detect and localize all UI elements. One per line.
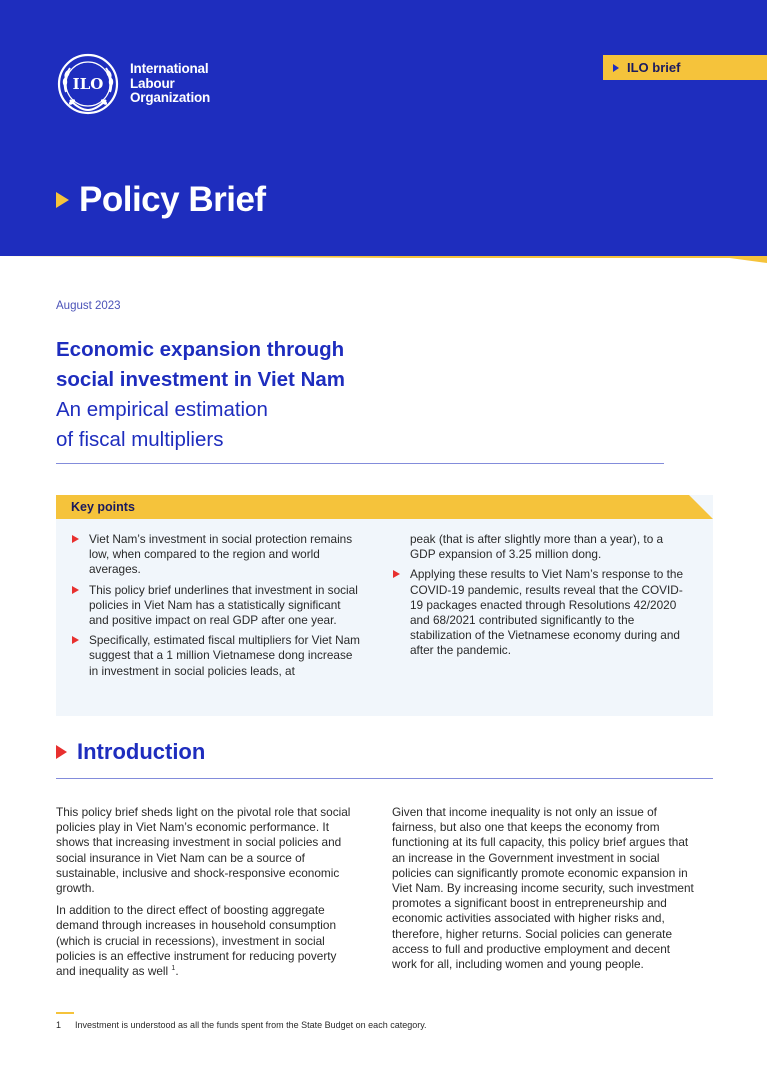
triangle-bullet-icon (56, 745, 67, 759)
key-points-header (56, 495, 713, 519)
ilo-logo[interactable] (56, 52, 210, 116)
document-title: Economic expansion through social investment in Viet Nam An empirical estimation of fiscal multipliers (56, 338, 346, 451)
intro-right-column (392, 805, 694, 979)
intro-left-column (56, 805, 356, 986)
footnote-ref[interactable]: 1 (171, 965, 176, 973)
section-divider (56, 778, 713, 779)
header-banner (0, 0, 767, 256)
paragraph: Given that income inequality is not only an issue of fairness, but also one that keeps the economy from functioning at its full capacity, this policy brief argues that an increase in the Government investment in social policies can significantly promote economic expansion in Viet Nam. By increasing income security, such investment promotes a significant boost in entrepreneurship and economic activities associated with higher risks and, therefore, higher returns. Social policies can generate access to full and productive employment and decent work for all, including women and young people. (392, 805, 694, 972)
triangle-bullet-icon (613, 64, 619, 72)
list-item: Viet Nam’s investment in social protection remains low, when compared to the region and world averages. (72, 532, 362, 578)
paragraph: This policy brief sheds light on the pivotal role that social policies play in Viet Nam’s economic performance. It shows that increasing investment in social policies and social insurance in Viet Nam can be a source of sustainable, inclusive and shock-responsive economic growth. (56, 805, 351, 896)
ilo-emblem-icon (56, 52, 120, 116)
org-name: International Labour Organization (130, 61, 211, 106)
svg-text:ILO: ILO (72, 75, 104, 93)
paragraph: In addition to the direct effect of boosting aggregate demand through increases in household consumption (which is crucial in recessions), investment in social policies is an effective instrument for reducing poverty and inequality as well $^1$. (56, 903, 337, 979)
triangle-bullet-icon (56, 192, 69, 208)
footnote-number: 1 (56, 1020, 62, 1030)
list-item: Specifically, estimated fiscal multipliers for Viet Nam suggest that a 1 million Vietnamese dong increase in investment in social policies leads, at (72, 633, 362, 679)
list-item: Applying these results to Viet Nam’s response to the COVID-19 pandemic, results reveal that the COVID-19 packages enacted through Resolutions 42/2020 and 68/2021 contributed significantly to the stabilization of the Vietnamese economy during and after the pandemic. (393, 567, 683, 658)
list-item: This policy brief underlines that investment in social policies in Viet Nam has a statistically significant and positive impact on real GDP after one year. (72, 583, 362, 629)
list-item-continuation: peak (that is after slightly more than a year), to a GDP expansion of 3.25 million dong. (410, 532, 664, 562)
footnote-divider (56, 1012, 74, 1014)
key-points-left-column (72, 532, 362, 684)
footnote-text: Investment is understood as all the funds spent from the State Budget on each category. (75, 1020, 427, 1030)
footnote (56, 1020, 427, 1030)
key-points-right-column (393, 532, 683, 664)
section-heading-introduction: Introduction (56, 739, 205, 765)
header-accent-stripe (0, 254, 767, 264)
title-divider (56, 463, 664, 464)
triangle-bullet-icon (72, 535, 79, 543)
key-points-box (56, 495, 713, 716)
triangle-bullet-icon (393, 570, 400, 578)
triangle-bullet-icon (72, 586, 79, 594)
key-points-heading: Key points (71, 500, 135, 514)
publication-date: August 2023 (56, 300, 121, 312)
triangle-bullet-icon (72, 636, 79, 644)
doc-type-title: Policy Brief (56, 180, 266, 220)
ilo-brief-badge: ILO brief (603, 55, 767, 80)
